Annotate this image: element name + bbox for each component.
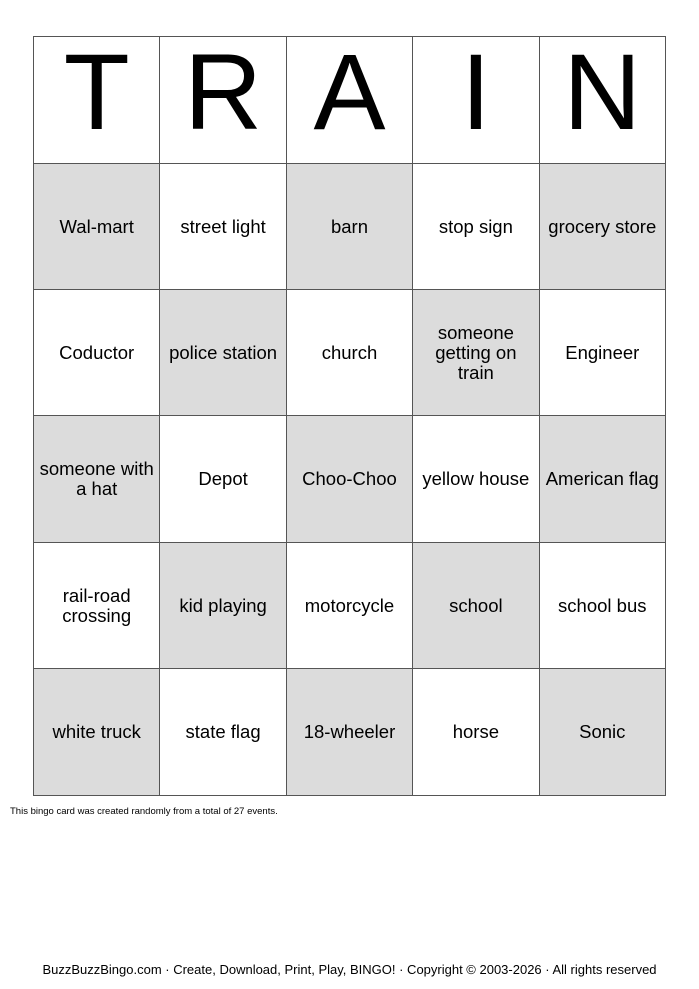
header-letter: I: [460, 36, 491, 152]
bingo-cell: school bus: [539, 543, 665, 669]
bingo-cell: Choo-Choo: [286, 416, 412, 543]
bingo-cell: American flag: [539, 416, 665, 543]
bingo-cell: Depot: [160, 416, 286, 543]
bingo-cell: church: [286, 290, 412, 416]
header-letter: N: [563, 36, 642, 152]
bingo-cell: stop sign: [413, 164, 539, 290]
bingo-cell: Coductor: [34, 290, 160, 416]
bingo-row-3: [34, 416, 666, 543]
bingo-row-1: [34, 164, 666, 290]
header-letter: R: [184, 36, 263, 152]
bingo-cell: Sonic: [539, 669, 665, 796]
footer-copyright: BuzzBuzzBingo.com · Create, Download, Print, Play, BINGO! · Copyright © 2003-2026 · All rights reserved: [42, 962, 657, 977]
header-letter-r: [160, 37, 286, 164]
bingo-cell: someone with a hat: [34, 416, 160, 543]
bingo-row-5: [34, 669, 666, 796]
bingo-cell: Engineer: [539, 290, 665, 416]
bingo-row-4: [34, 543, 666, 669]
header-letter-n: [539, 37, 665, 164]
card-note: This bingo card was created randomly from a total of 27 events.: [10, 806, 278, 817]
bingo-cell: kid playing: [160, 543, 286, 669]
bingo-cell: white truck: [34, 669, 160, 796]
bingo-row-2: [34, 290, 666, 416]
bingo-cell: police station: [160, 290, 286, 416]
header-letter-i: [413, 37, 539, 164]
header-letter-a: [286, 37, 412, 164]
bingo-cell: rail-road crossing: [34, 543, 160, 669]
bingo-cell: someone getting on train: [413, 290, 539, 416]
header-letter: A: [313, 36, 386, 152]
bingo-cell: state flag: [160, 669, 286, 796]
bingo-cell: horse: [413, 669, 539, 796]
bingo-cell: school: [413, 543, 539, 669]
header-letter: T: [63, 36, 130, 152]
bingo-cell: grocery store: [539, 164, 665, 290]
bingo-cell: 18-wheeler: [286, 669, 412, 796]
bingo-cell: barn: [286, 164, 412, 290]
header-row: [34, 37, 666, 164]
bingo-cell: Wal-mart: [34, 164, 160, 290]
bingo-cell: street light: [160, 164, 286, 290]
bingo-cell: motorcycle: [286, 543, 412, 669]
bingo-card: [33, 36, 666, 796]
header-letter-t: [34, 37, 160, 164]
bingo-cell: yellow house: [413, 416, 539, 543]
